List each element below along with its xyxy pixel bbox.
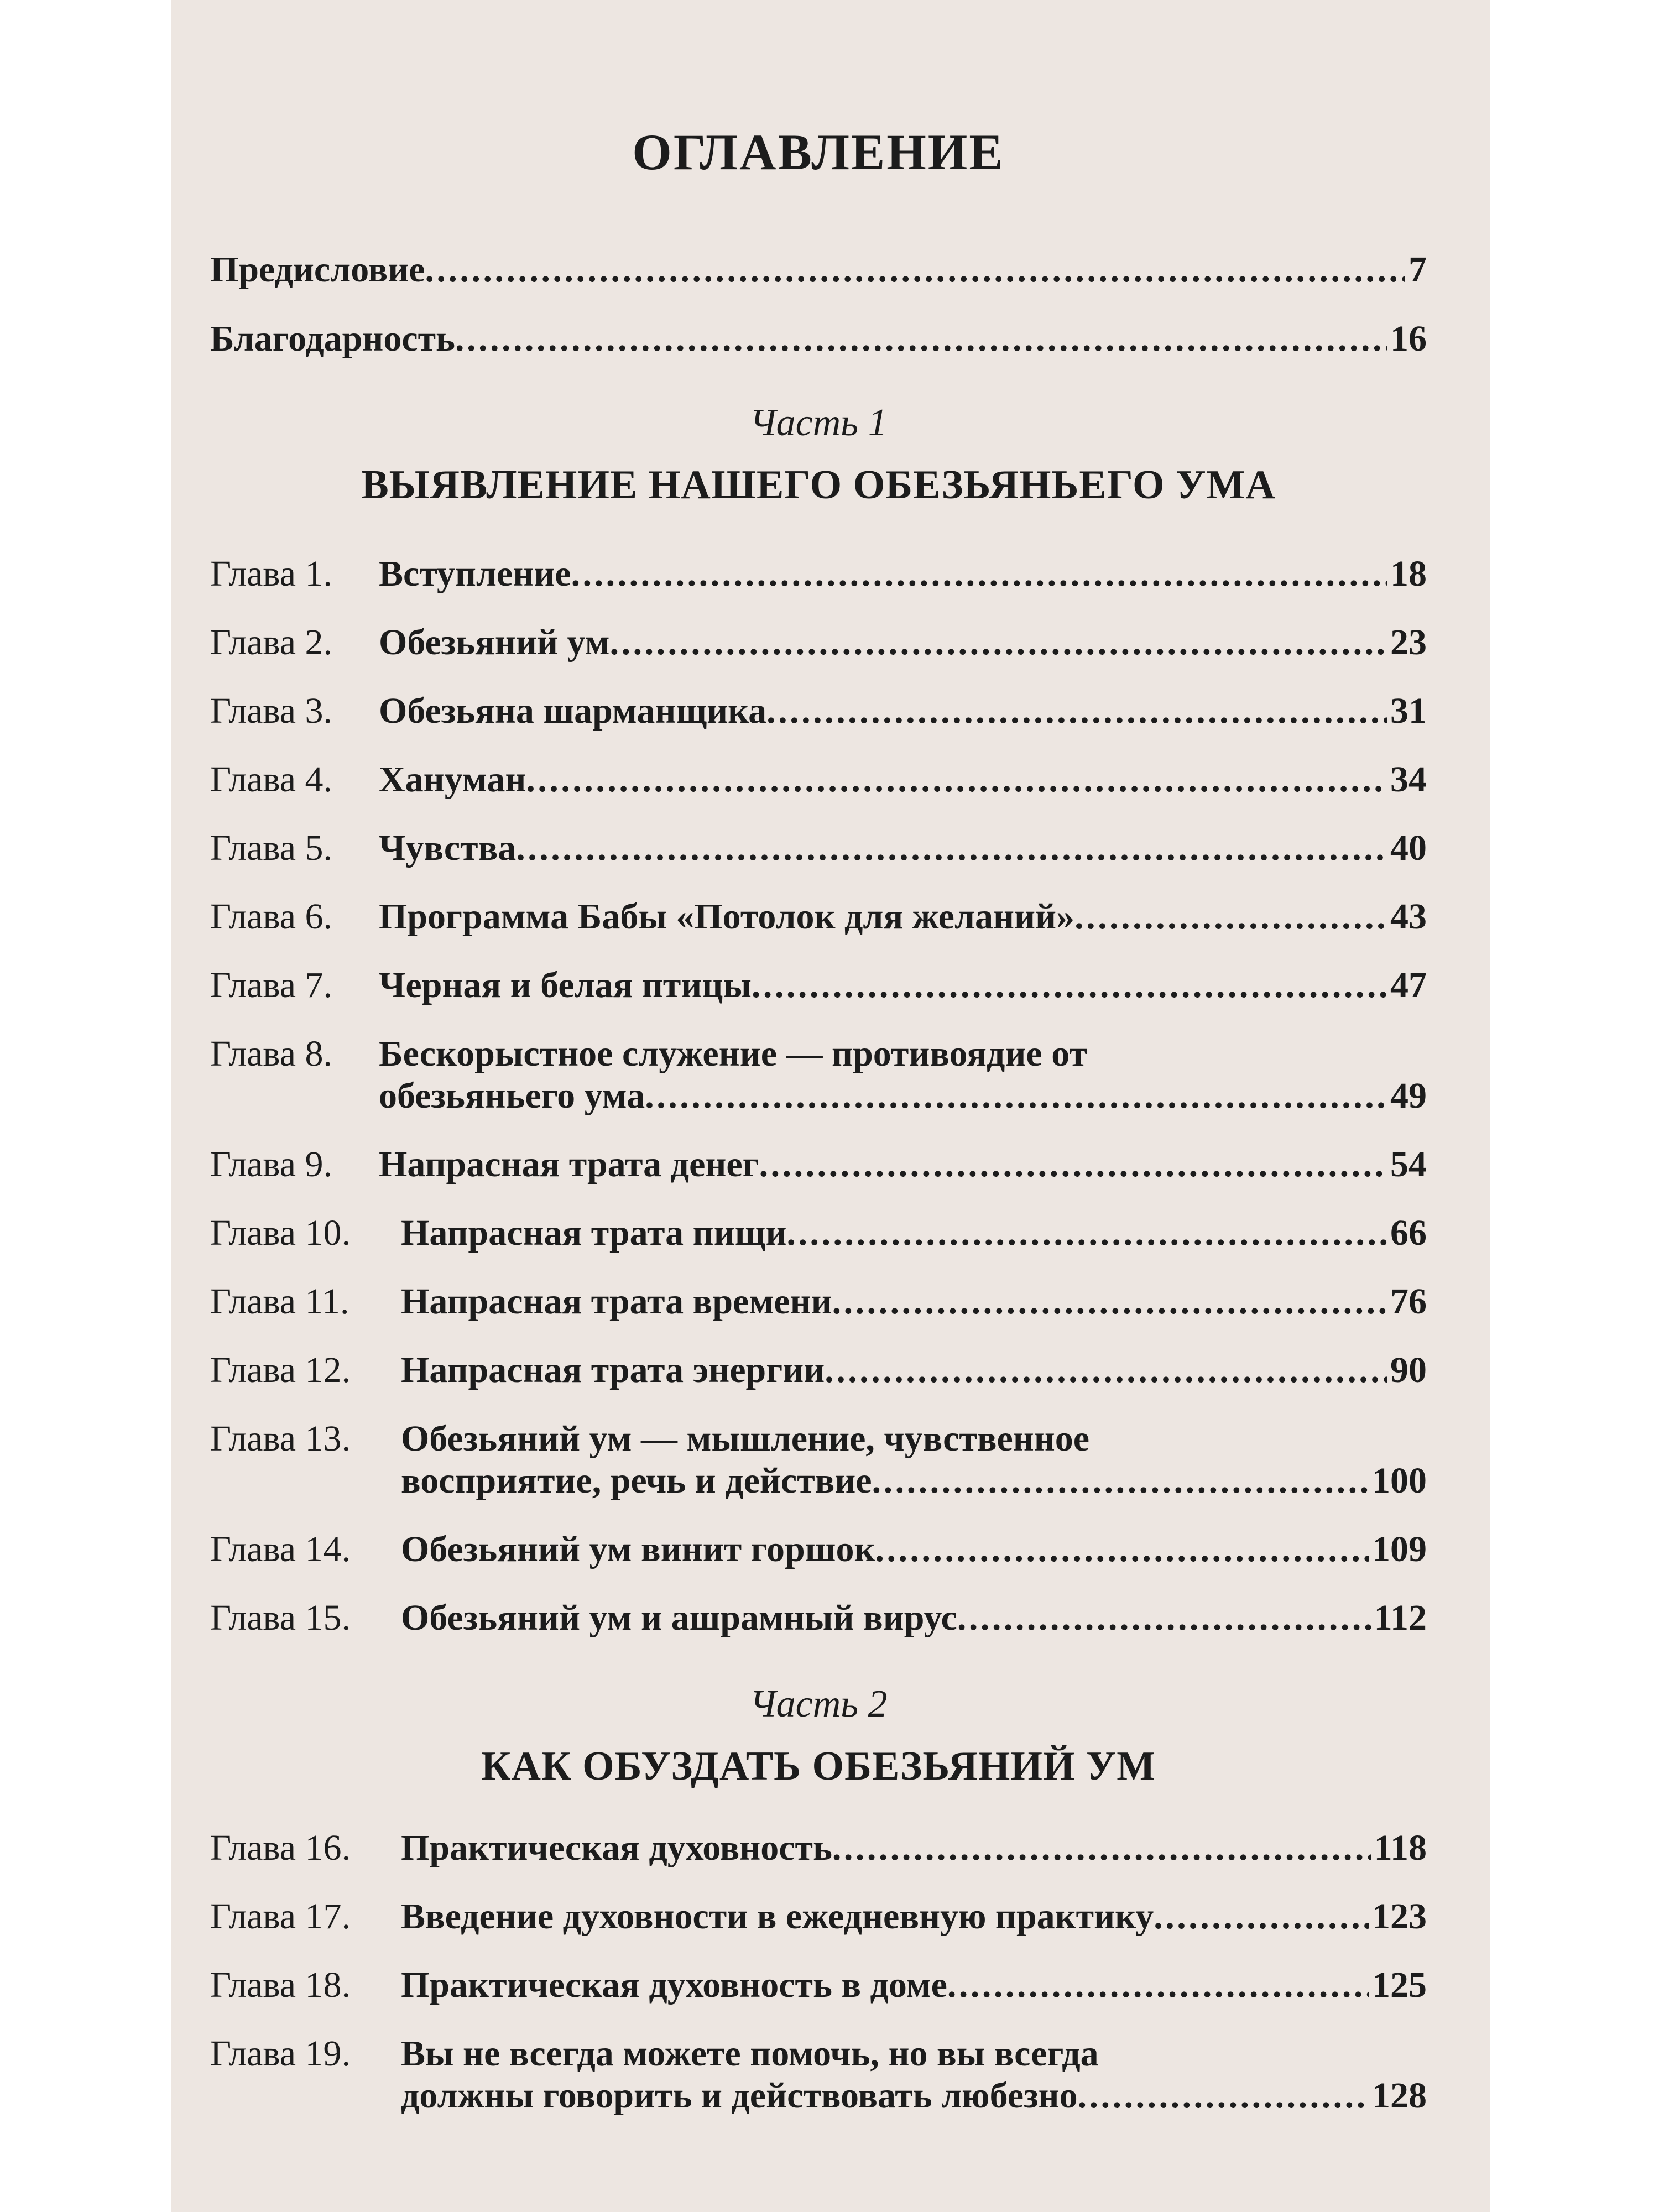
toc-entry (210, 1144, 1427, 1193)
book-page (171, 0, 1490, 2212)
chapter-title: Практическая духовность (401, 1828, 832, 1868)
page-number: 40 (1390, 828, 1427, 868)
leader-dots (752, 964, 1387, 1006)
leader-dots (455, 318, 1387, 360)
chapter-title: Обезьяний ум (379, 622, 610, 662)
leader-dots (947, 1964, 1369, 2006)
page-number: 100 (1372, 1460, 1427, 1501)
chapter-title: Напрасная трата времени (401, 1281, 832, 1322)
chapter-title: Хануман (379, 759, 526, 800)
leader-dots (610, 622, 1387, 664)
chapter-title: Чувства (379, 828, 517, 868)
chapter-title: Напрасная трата денег (379, 1144, 759, 1185)
chapter-number: Глава 9. (210, 1144, 333, 1185)
leader-dots (645, 1075, 1387, 1117)
chapter-title-continued: восприятие, речь и действие (401, 1460, 872, 1501)
chapter-title: Введение духовности в ежедневную практику (401, 1896, 1154, 1937)
entry-name: Предисловие (210, 249, 425, 290)
leader-dots (759, 1144, 1387, 1186)
chapter-number: Глава 10. (210, 1213, 351, 1253)
chapter-number: Глава 7. (210, 965, 333, 1005)
chapter-number: Глава 1. (210, 554, 333, 594)
toc-entry (210, 1896, 1427, 1945)
page-number: 90 (1390, 1350, 1427, 1390)
page-number: 16 (1390, 319, 1427, 359)
leader-dots (571, 553, 1387, 595)
part-title: КАК ОБУЗДАТЬ ОБЕЗЬЯНИЙ УМ (481, 1744, 1156, 1789)
page-number: 34 (1390, 759, 1427, 800)
chapter-number: Глава 5. (210, 828, 333, 868)
chapter-title: Обезьяна шарманщика (379, 691, 767, 731)
page-number: 123 (1372, 1896, 1427, 1937)
toc-entry (210, 1964, 1427, 2014)
chapter-number: Глава 8. (210, 1034, 333, 1074)
leader-dots (832, 1827, 1371, 1869)
chapter-number: Глава 12. (210, 1350, 351, 1390)
toc-entry (210, 553, 1427, 603)
part-label: Часть 2 (749, 1683, 888, 1725)
chapter-title: Черная и белая птицы (379, 965, 752, 1005)
chapter-title: Обезьяний ум винит горшок (401, 1529, 875, 1569)
page-number: 54 (1390, 1144, 1427, 1185)
leader-dots (825, 1349, 1387, 1391)
toc-entry-acknowledgements (210, 318, 1427, 368)
chapter-number: Глава 13. (210, 1418, 351, 1459)
part-label: Часть 1 (749, 401, 888, 444)
page-number: 76 (1390, 1281, 1427, 1322)
toc-entry (210, 1597, 1427, 1647)
page-number: 112 (1374, 1598, 1427, 1638)
page-number: 128 (1372, 2075, 1427, 2116)
toc-entry (210, 1212, 1427, 1262)
chapter-title: Вступление (379, 554, 571, 594)
chapter-title: Вы не всегда можете помочь, но вы всегда (401, 2033, 1099, 2074)
toc-entry (210, 759, 1427, 808)
toc-entry (210, 1349, 1427, 1399)
toc-entry (210, 1418, 1427, 1528)
toc-entry (210, 622, 1427, 671)
chapter-title: Напрасная трата пищи (401, 1213, 787, 1253)
leader-dots (766, 690, 1387, 732)
page-number: 31 (1390, 691, 1427, 731)
toc-entry (210, 827, 1427, 877)
page-number: 109 (1372, 1529, 1427, 1569)
leader-dots (957, 1597, 1371, 1639)
toc-entry (210, 1528, 1427, 1578)
chapter-title: Обезьяний ум и ашрамный вирус (401, 1598, 957, 1638)
page-number: 7 (1408, 249, 1427, 290)
chapter-number: Глава 14. (210, 1529, 351, 1569)
chapter-title: Программа Бабы «Потолок для желаний» (379, 896, 1075, 937)
chapter-number: Глава 6. (210, 896, 333, 937)
chapter-number: Глава 3. (210, 691, 333, 731)
leader-dots (1078, 2075, 1369, 2117)
chapter-title: Напрасная трата энергии (401, 1350, 825, 1390)
toc-entry (210, 2033, 1427, 2143)
leader-dots (875, 1528, 1369, 1571)
page-number: 118 (1374, 1828, 1427, 1868)
leader-dots (832, 1281, 1387, 1323)
chapter-number: Глава 19. (210, 2033, 351, 2074)
toc-entry (210, 1281, 1427, 1331)
page-number: 43 (1390, 896, 1427, 937)
page-number: 125 (1372, 1965, 1427, 2005)
leader-dots (1074, 896, 1387, 938)
toc-entry-preface (210, 249, 1427, 299)
chapter-number: Глава 17. (210, 1896, 351, 1937)
leader-dots (526, 759, 1387, 801)
chapter-number: Глава 18. (210, 1965, 351, 2005)
chapter-title: Обезьяний ум — мышление, чувственное (401, 1418, 1090, 1459)
leader-dots (516, 827, 1387, 869)
chapter-number: Глава 2. (210, 622, 333, 662)
page-number: 23 (1390, 622, 1427, 662)
toc-entry (210, 1827, 1427, 1877)
chapter-title: Практическая духовность в доме (401, 1965, 947, 2005)
part-title: ВЫЯВЛЕНИЕ НАШЕГО ОБЕЗЬЯНЬЕГО УМА (361, 462, 1276, 508)
chapter-title: Бескорыстное служение — противоядие от (379, 1034, 1087, 1074)
chapter-number: Глава 16. (210, 1828, 351, 1868)
chapter-title-continued: обезьяньего ума (379, 1076, 645, 1116)
leader-dots (1154, 1896, 1369, 1938)
page-title: ОГЛАВЛЕНИЕ (632, 124, 1005, 180)
leader-dots (872, 1460, 1369, 1502)
entry-name: Благодарность (210, 319, 455, 359)
page-number: 47 (1390, 965, 1427, 1005)
toc-entry (210, 896, 1427, 946)
page-number: 49 (1390, 1076, 1427, 1116)
chapter-number: Глава 11. (210, 1281, 349, 1322)
toc-entry (210, 1033, 1427, 1144)
page-number: 18 (1390, 554, 1427, 594)
chapter-title-continued: должны говорить и действовать любезно (401, 2075, 1078, 2116)
toc-entry (210, 964, 1427, 1014)
toc-entry (210, 690, 1427, 740)
leader-dots (786, 1212, 1387, 1254)
leader-dots (425, 249, 1405, 291)
page-number: 66 (1390, 1213, 1427, 1253)
chapter-number: Глава 4. (210, 759, 333, 800)
chapter-number: Глава 15. (210, 1598, 351, 1638)
